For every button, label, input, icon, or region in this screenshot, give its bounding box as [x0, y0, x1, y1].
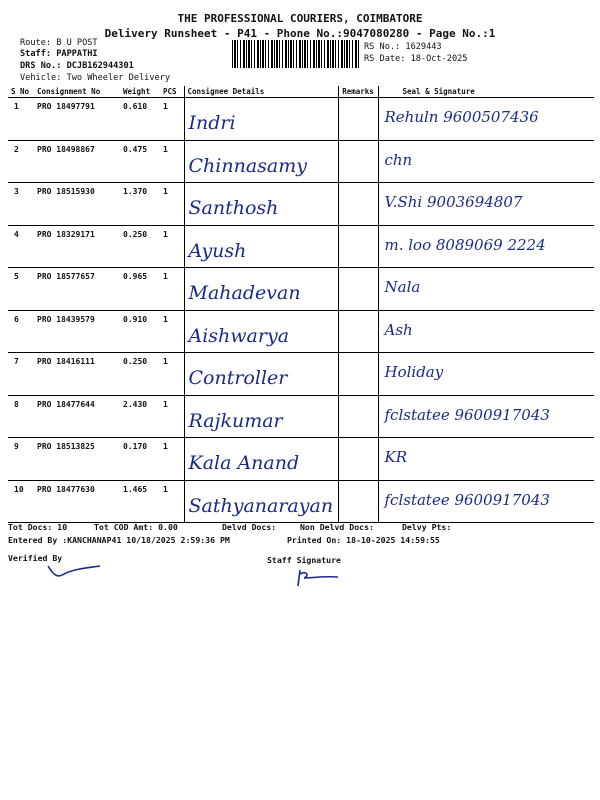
cell-consignee	[184, 98, 338, 141]
cell-remarks	[338, 225, 378, 268]
cell-consignment: PRO 18515930	[34, 183, 120, 226]
consignee-handwriting: Santhosh	[188, 197, 279, 219]
col-weight: Weight	[120, 86, 160, 98]
col-sno: S No	[8, 86, 34, 98]
printed-on: Printed On: 18-10-2025 14:59:55	[287, 535, 440, 545]
table-row	[8, 183, 594, 226]
cell-consignee	[184, 438, 338, 481]
consignee-handwriting: Controller	[188, 367, 288, 389]
cell-signature	[378, 310, 594, 353]
table-row	[8, 353, 594, 396]
col-consignment: Consignment No	[34, 86, 120, 98]
route-label: Route: B U POST	[20, 38, 98, 48]
col-remarks: Remarks	[338, 86, 378, 98]
consignee-handwriting: Aishwarya	[188, 324, 290, 347]
vehicle-label: Vehicle: Two Wheeler Delivery	[20, 73, 171, 83]
cell-remarks	[338, 480, 378, 523]
cell-consignment: PRO 18416111	[34, 353, 120, 396]
verified-by-label: Verified By	[8, 553, 63, 563]
col-consignee: Consignee Details	[184, 86, 338, 98]
cell-consignment: PRO 18477644	[34, 395, 120, 438]
signature-handwriting: Ash	[384, 320, 413, 339]
signature-handwriting: Holiday	[384, 363, 444, 381]
cell-signature	[378, 395, 594, 438]
cell-remarks	[338, 395, 378, 438]
cell-weight: 0.610	[120, 98, 160, 141]
barcode	[232, 40, 360, 68]
tot-docs: Tot Docs: 10	[8, 522, 68, 532]
cell-sno: 3	[8, 183, 34, 226]
cell-sno: 5	[8, 268, 34, 311]
consignee-handwriting: Kala Anand	[188, 452, 300, 474]
cell-consignment: PRO 18329171	[34, 225, 120, 268]
signature-handwriting: Rehuln 9600507436	[384, 108, 539, 126]
tot-cod-amount: Tot COD Amt: 0.00	[94, 522, 178, 532]
cell-sno: 6	[8, 310, 34, 353]
runsheet-table	[8, 86, 594, 523]
cell-signature	[378, 225, 594, 268]
staff-signature-label: Staff Signature	[267, 555, 341, 565]
table-row	[8, 268, 594, 311]
rs-date: RS Date: 18-Oct-2025	[364, 54, 468, 64]
drs-label: DRS No.: DCJB162944301	[20, 61, 134, 71]
runsheet-title: Delivery Runsheet - P41 - Phone No.:9047080280 - Page No.:1	[104, 27, 496, 40]
col-signature: Seal & Signature	[378, 86, 594, 98]
signature-handwriting: m. loo 8089069 2224	[384, 235, 546, 254]
cell-pcs: 1	[160, 480, 184, 523]
cell-signature	[378, 353, 594, 396]
table-row	[8, 438, 594, 481]
signature-handwriting: Nala	[384, 278, 421, 296]
table-row	[8, 310, 594, 353]
cell-weight: 0.475	[120, 140, 160, 183]
cell-pcs: 1	[160, 395, 184, 438]
signature-handwriting: fclstatee 9600917043	[384, 405, 550, 424]
cell-remarks	[338, 140, 378, 183]
signature-handwriting: V.Shi 9003694807	[384, 193, 523, 211]
cell-consignment: PRO 18498867	[34, 140, 120, 183]
cell-consignee	[184, 225, 338, 268]
cell-weight: 0.910	[120, 310, 160, 353]
cell-pcs: 1	[160, 140, 184, 183]
entered-by: Entered By :KANCHANAP41 10/18/2025 2:59:36 PM	[8, 535, 230, 545]
signature-handwriting: chn	[384, 150, 413, 169]
cell-signature	[378, 268, 594, 311]
cell-sno: 4	[8, 225, 34, 268]
cell-consignee	[184, 268, 338, 311]
cell-consignment: PRO 18477630	[34, 480, 120, 523]
rs-number: RS No.: 1629443	[364, 42, 442, 52]
cell-weight: 0.965	[120, 268, 160, 311]
table-row	[8, 98, 594, 141]
signature-handwriting: fclstatee 9600917043	[384, 490, 550, 509]
cell-consignee	[184, 140, 338, 183]
table-header-row	[8, 86, 594, 98]
cell-remarks	[338, 438, 378, 481]
cell-consignment: PRO 18497791	[34, 98, 120, 141]
table-row	[8, 225, 594, 268]
cell-pcs: 1	[160, 268, 184, 311]
cell-weight: 1.370	[120, 183, 160, 226]
consignee-handwriting: Ayush	[188, 239, 247, 262]
cell-weight: 0.250	[120, 353, 160, 396]
cell-weight: 0.250	[120, 225, 160, 268]
non-delvd-docs: Non Delvd Docs:	[300, 522, 374, 532]
cell-sno: 2	[8, 140, 34, 183]
consignee-handwriting: Mahadevan	[188, 282, 301, 304]
cell-consignee	[184, 353, 338, 396]
cell-consignee	[184, 310, 338, 353]
cell-remarks	[338, 183, 378, 226]
cell-consignment: PRO 18513825	[34, 438, 120, 481]
delvd-docs: Delvd Docs:	[222, 522, 277, 532]
staff-signature-mark	[292, 566, 342, 590]
cell-consignment: PRO 18439579	[34, 310, 120, 353]
cell-pcs: 1	[160, 310, 184, 353]
cell-sno: 9	[8, 438, 34, 481]
cell-sno: 10	[8, 480, 34, 523]
col-pcs: PCS	[160, 86, 184, 98]
cell-signature	[378, 480, 594, 523]
consignee-handwriting: Rajkumar	[188, 409, 283, 432]
cell-pcs: 1	[160, 353, 184, 396]
cell-pcs: 1	[160, 438, 184, 481]
cell-remarks	[338, 310, 378, 353]
cell-sno: 7	[8, 353, 34, 396]
cell-consignee	[184, 480, 338, 523]
cell-weight: 2.430	[120, 395, 160, 438]
cell-pcs: 1	[160, 183, 184, 226]
cell-consignee	[184, 183, 338, 226]
cell-pcs: 1	[160, 98, 184, 141]
cell-pcs: 1	[160, 225, 184, 268]
cell-consignee	[184, 395, 338, 438]
cell-signature	[378, 438, 594, 481]
cell-signature	[378, 98, 594, 141]
consignee-handwriting: Indri	[188, 112, 236, 134]
cell-signature	[378, 183, 594, 226]
table-row	[8, 395, 594, 438]
delvy-pts: Delvy Pts:	[402, 522, 452, 532]
signature-handwriting: KR	[384, 448, 407, 466]
table-row	[8, 480, 594, 523]
cell-remarks	[338, 268, 378, 311]
staff-label: Staff: PAPPATHI	[20, 49, 98, 59]
cell-consignment: PRO 18577657	[34, 268, 120, 311]
cell-signature	[378, 140, 594, 183]
cell-sno: 8	[8, 395, 34, 438]
verified-signature-mark	[44, 560, 104, 582]
consignee-handwriting: Sathyanarayan	[188, 494, 334, 517]
company-title: THE PROFESSIONAL COURIERS, COIMBATORE	[177, 12, 423, 25]
cell-remarks	[338, 353, 378, 396]
cell-remarks	[338, 98, 378, 141]
table-row	[8, 140, 594, 183]
cell-weight: 0.170	[120, 438, 160, 481]
consignee-handwriting: Chinnasamy	[188, 154, 307, 177]
cell-weight: 1.465	[120, 480, 160, 523]
cell-sno: 1	[8, 98, 34, 141]
